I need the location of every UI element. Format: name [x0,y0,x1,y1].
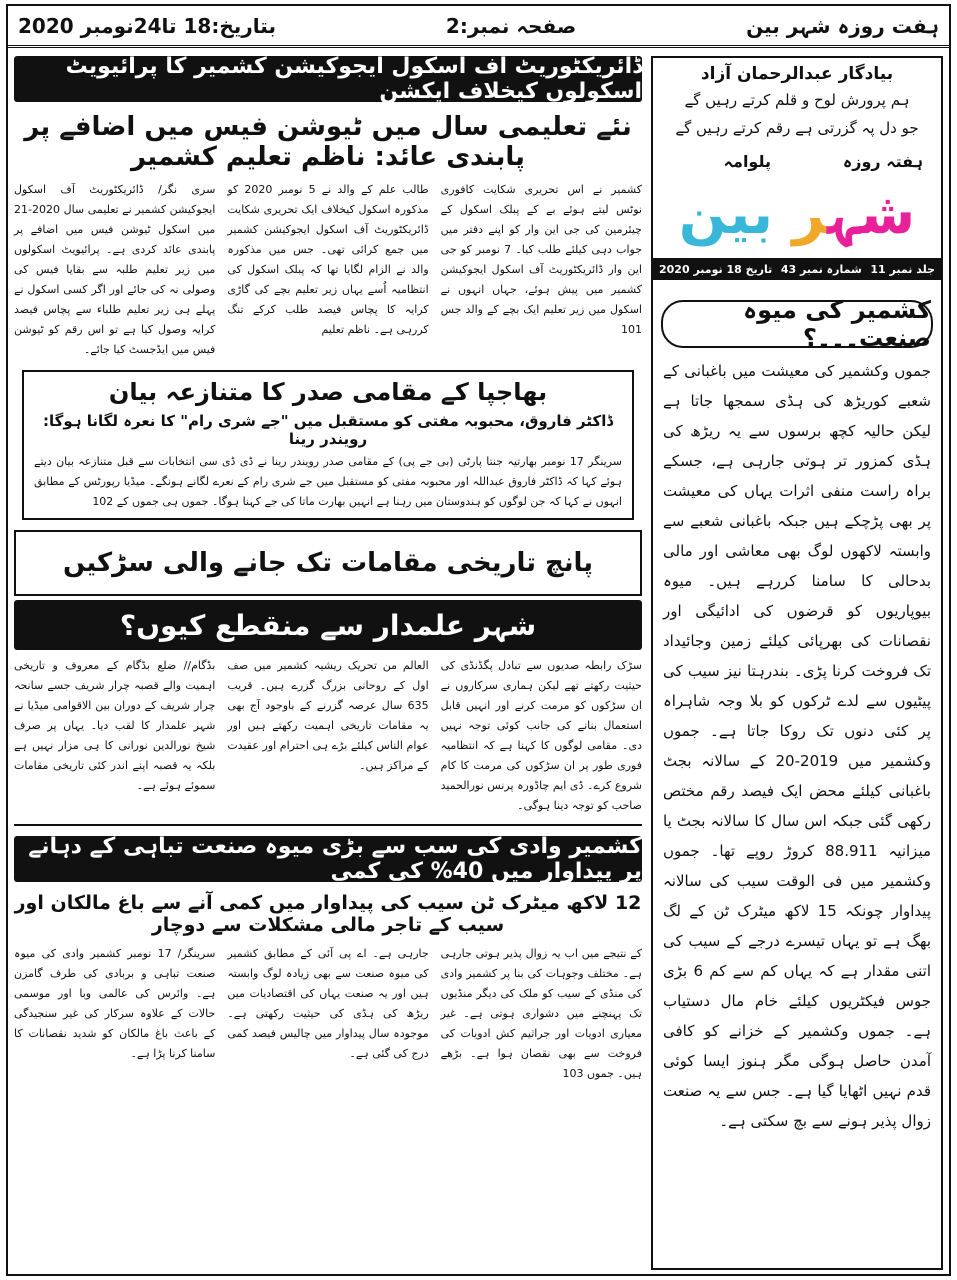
story3-column-3: کے نتیجے میں اب یہ زوال پذیر ہوتی جارہی ہے۔ مختلف وجوہات کی بنا پر کشمیر وادی کی منڈی کے سیب کو ملک کی دیگر منڈیوں تک پہنچنے میں دشواری ہوتی ہے۔ غیر معیاری ادویات اور جراثیم کش ادویات کی فروخت سے بھی نقصان ہوا ہے۔ بڑھے ہیں۔ جموں 103 [440,947,642,1080]
story1-banner: ڈائریکٹوریٹ آف اسکول ایجوکیشن کشمیر کا پرائیویٹ اسکولوں کیخلاف ایکشن [14,56,642,102]
editorial-sidebar [651,56,943,1270]
logo-part-1: شہ [827,182,916,247]
story3-column-1: سرینگر/ 17 نومبر کشمیر وادی کی میوہ صنعت تباہی و بربادی کی طرف گامزن ہے۔ وائرس کی عالمی وبا اور موسمی حالات کے علاوہ سرکار کی غیر سنجیدگی کے باعث باغ مالکان کو شدید نقصانات کا سامنا کرنا پڑا ہے۔ [14,947,216,1060]
masthead [8,6,949,48]
issue-date: تاریخ 18 نومبر 2020 [659,262,773,276]
couplet-line-1: ہم پرورش لوح و قلم کرتے رہیں گے [684,91,910,109]
shehr-alamdar-banner: شہر علمدار سے منقطع کیوں؟ [14,600,642,650]
story3-column-2: جارہی ہے۔ اے پی آئی کے مطابق کشمیر کی میوہ صنعت سے بھی زیادہ لوگ وابستہ ہیں اور یہ صنعت یہاں کی اقتصادیات میں ریڑھ کی ہڈی کی حیثیت رکھتی ہے۔ موجودہ سال پیداوار میں چالیس فیصد کمی درج کی گئی ہے۔ [227,947,429,1060]
section-divider [14,824,642,826]
memorial-block [653,58,941,146]
story2-column-3: سڑک رابطہ صدیوں سے تبادل پگڈنڈی کی حیثیت رکھتے تھے لیکن ہماری سرکاروں نے ان سڑکوں کو مرمت کرنے اور انہیں قابل استعمال بنانے کی جانب کوئی توجہ نہیں دی۔ مقامی لوگوں کا کہنا ہے کہ انتظامیہ فوری طور پر ان سڑکوں کی مرمت کا کام شروع کرے۔ ڈی ایم چاڈورہ پرنس نورالحمید صاحب کو توجہ دینا ہوگی۔ [440,659,642,812]
weekly-label: ہفتہ روزہ [842,152,923,171]
story2-columns [14,656,642,816]
issue-label: شمارہ نمبر 43 [780,262,862,276]
story1-column-1: سری نگر/ ڈائریکٹوریٹ آف اسکول ایجوکیشن کشمیر نے تعلیمی سال 2020-21 میں اسکول ٹیوشن فیس میں اضافے پر پابندی عائد کردی ہے۔ پرائیویٹ اسکولوں میں زیر تعلیم طلبہ سے بقایا فیس کی وصولی نہ کی جائے اور اگر کسی اسکول نے پہلے ہی زیر تعلیم طلباء سے پچاس فیصد کرایہ وصول کیا ہے تو اس رقم کو ٹیوشن فیس میں ایڈجسٹ کیا جائے۔ [14,183,216,356]
date-range: بتاریخ:18 تا24نومبر 2020 [18,13,276,38]
bjp-body: سرینگر 17 نومبر بھارتیہ جنتا پارٹی (بی جے پی) کے مقامی صدر رویندر رینا نے ڈی ڈی سی انتخابات سے قبل متنازعہ بیان دیتے ہوئے کہا کہ ڈاکٹر فاروق عبداللہ اور محبوبہ مفتی کو مستقبل میں جے شری رام کے نعرے لگانے ہونگے۔ میڈیا رپورٹس کے مطابق انہوں نے کہا کہ جن لوگوں کو ہندوستان میں رہنا ہے انہیں بھارت ماتا کی جے کہنا ہوگا۔ جموں ہی جموں کے 102 [34,455,622,508]
page-number: صفحہ نمبر:2 [445,13,577,38]
story1-columns [14,180,642,360]
roads-banner: پانچ تاریخی مقامات تک جانے والی سڑکیں [14,530,642,596]
bjp-headline: بھاجپا کے مقامی صدر کا متنازعہ بیان [108,378,548,406]
issue-info-bar [653,258,941,280]
logo-part-2: ر [792,182,828,247]
story1-headline: نئے تعلیمی سال میں ٹیوشن فیس میں اضافے پر پابندی عائد: ناظم تعلیم کشمیر [24,112,632,172]
story3-columns [14,944,642,1084]
story1-column-2: طالب علم کے والد نے 5 نومبر 2020 کو مذکورہ اسکول کیخلاف ایک تحریری شکایت ڈائریکٹوریٹ آف اسکول ایجوکیشن کشمیر میں جمع کرائی تھی۔ جس میں مذکورہ والد نے الزام لگایا تھا کہ پبلک اسکول کی انتظامیہ اُسے یہاں زیر تعلیم بچے کی گاڑی کرایہ کا پچاس فیصد طلب کرکے تنگ کررہی ہے۔ ناظم تعلیم [227,183,429,336]
logo-part-3: بین [678,182,774,247]
bjp-subheadline: ڈاکٹر فاروق، محبوبہ مفتی کو مستقبل میں "جے شری رام" کا نعرہ لگانا ہوگا: رویندر رینا [42,412,614,448]
memorial-name: بیادگار عبدالرحمان آزاد [700,64,894,84]
paper-logo [653,180,941,250]
couplet-line-2: جو دل پہ گزرتی ہے رقم کرتے رہیں گے [675,119,919,137]
story2-column-1: بڈگام// ضلع بڈگام کے معروف و تاریخی اہمیت والے قصبہ چرار شریف جسے سانحہ چرار شریف کے دوران بین الاقوامی میڈیا نے شہر علمدار کا لقب دیا۔ یہاں پر صرف شیخ نورالدین نورانی کا ہی مزار نہیں ہے بلکہ یہ قصبہ اپنے اندر کئی تاریخی مقامات سموئے ہوئے ہے۔ [14,659,216,792]
editorial-body: جموں وکشمیر کی معیشت میں باغبانی کے شعبے کوریڑھ کی ہڈی سمجھا جاتا ہے لیکن حالیہ کچھ برسوں سے یہ ریڑھ کی ہڈی کمزور تر ہوتی جارہی ہے، جسکے براہ راست منفی اثرات یہاں کی معیشت پر بھی پڑچکے ہیں جبکہ باغبانی شعبے سے وابستہ لاکھوں لوگ بھی معاشی اور مالی بدحالی کا سامنا کررہے ہیں۔ میوہ بیوپاریوں کو قرضوں کی ادائیگی اور نقصانات کی بھرپائی کیلئے زمین وجائیداد تک فروخت کرنا پڑی۔ بندرہتا نیز سیب کی پیٹیوں سے لدے ٹرکوں کو بلا وجہ شاہراہ پر کئی دنوں تک روکا جاتا ہے۔ جموں وکشمیر میں 2019-20 کے سالانہ بجٹ باغبانی کیلئے محض ایک فیصد رقم مختص رکھی گئی جبکہ اس سال کا سالانہ بجٹ یا میزانیہ 88.911 کروڑ روپے تھا۔ جموں وکشمیر میں فی الوقت سیب کی سالانہ پیداوار چونکہ 15 لاکھ میٹرک ٹن کے لگ بھگ ہے تو یہاں تیسرے درجے کے سیب کی اتنی مقدار ہے کہ یہاں کم سے کم 6 بڑی جوس فیکٹریوں کیلئے خام مال دستیاب ہے۔ جموں وکشمیر کے خزانے کو کافی آمدن حاصل ہوگی مگر ہنوز ایسا کوئی قدم نہیں اٹھایا گیا ہے۔ جس سے یہ صنعت زوال پذیر ہونے سے بچ سکتی ہے۔ [663,362,932,1130]
newspaper-page [6,4,951,1276]
volume-label: جلد نمبر 11 [870,262,935,276]
story1-column-3: کشمیر نے اس تحریری شکایت کافوری نوٹس لیتے ہوئے بے کے پبلک اسکول کے چیئرمین کی جی این وار کو اپنے دفتر میں جواب دہی کیلئے طلب کیا۔ 7 نومبر کو جی این وار ڈائریکٹوریٹ آف اسکول ایجوکیشن کشمیر میں پیش ہوئے، جہاں انہوں نے اسکول میں زیر تعلیم ایک بچے کے والد جس 101 [440,183,642,336]
story2-column-2: العالم من تحریک ریشیہ کشمیر میں صف اول کے روحانی بزرگ گزرے ہیں۔ قریب 635 سال عرصہ گزرنے کے باوجود آج بھی یہ مقامات تاریخی اہمیت رکھتے ہیں اور عوام الناس کیلئے بڑے ہی احترام اور عقیدت کے مراکز ہیں۔ [227,659,429,772]
apple-industry-banner: کشمیر وادی کی سب سے بڑی میوہ صنعت تباہی کے دہانے پر پیداوار میں 40% کی کمی [14,836,642,882]
bjp-story-box [22,370,634,520]
main-column [14,56,642,1084]
paper-name: ہفت روزہ شہر بین [746,13,939,38]
brand-block [653,146,941,258]
apple-headline: 12 لاکھ میٹرک ٹن سیب کی پیداوار میں کمی آنے سے باغ مالکان اور سیب کے تاجر مالی مشکلات سے دوچار [14,892,642,936]
editorial-headline: کشمیر کی میوہ صنعت۔۔۔؟ [661,300,933,348]
city-label: پلوامہ [723,152,771,171]
